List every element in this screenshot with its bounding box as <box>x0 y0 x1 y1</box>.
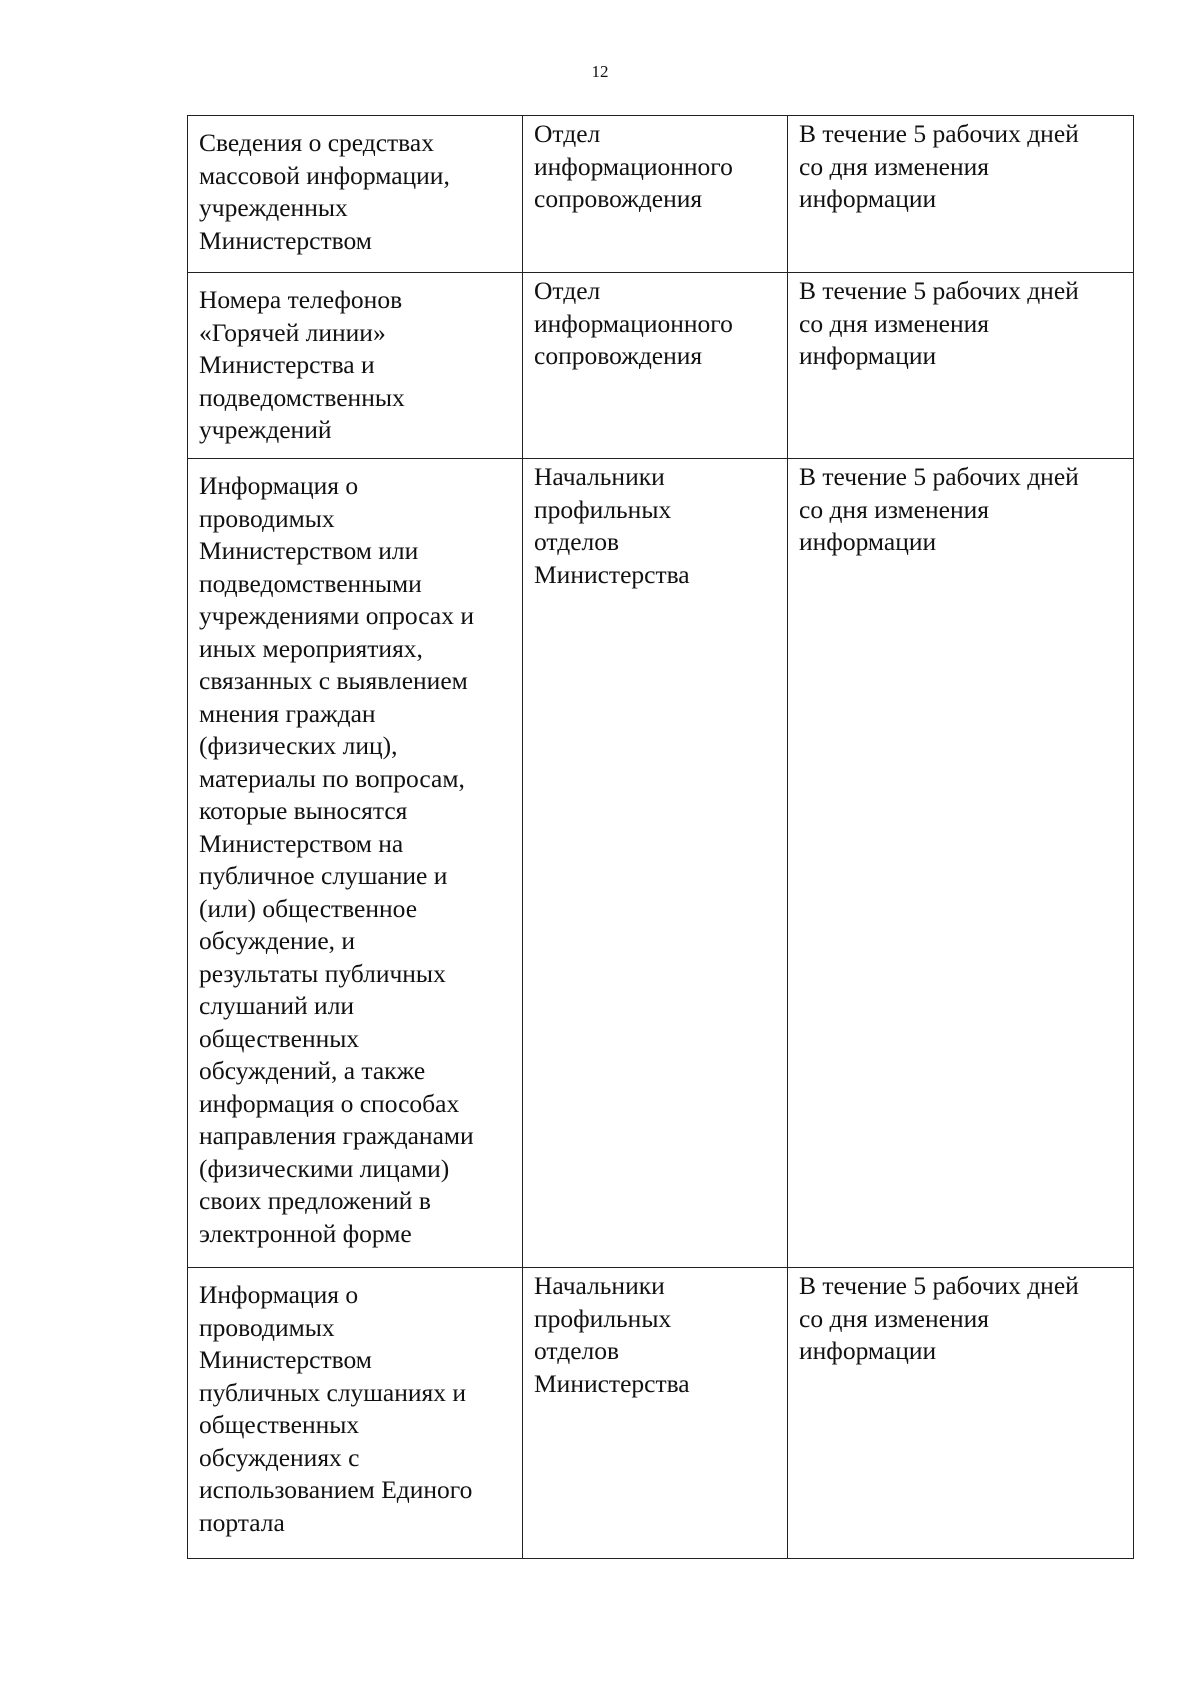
responsible-cell: Отдел информационного сопровождения <box>523 116 788 273</box>
table-row <box>188 459 1134 1268</box>
info-cell: Информация о проводимых Министерством или подведомственными учреждениями опросах и иных мероприятиях, связанных с выявлением мнения граждан (физических лиц), материалы по вопросам, которые выносятся Министерством на публичное слушание и (или) общественное обсуждение, и результаты публичных слушаний или общественных обсуждений, а также информация о способах направления гражданами (физическими лицами) своих предложений в электронной форме <box>188 459 523 1268</box>
responsible-cell: Начальники профильных отделов Министерства <box>523 1268 788 1559</box>
info-cell: Сведения о средствах массовой информации, учрежденных Министерством <box>188 116 523 273</box>
responsible-cell: Отдел информационного сопровождения <box>523 273 788 459</box>
info-cell: Информация о проводимых Министерством публичных слушаниях и общественных обсуждениях с использованием Единого портала <box>188 1268 523 1559</box>
term-cell: В течение 5 рабочих дней со дня изменения информации <box>788 273 1134 459</box>
table-row <box>188 1268 1134 1559</box>
term-cell: В течение 5 рабочих дней со дня изменения информации <box>788 1268 1134 1559</box>
responsible-cell: Начальники профильных отделов Министерства <box>523 459 788 1268</box>
table-row <box>188 273 1134 459</box>
table-row <box>188 116 1134 273</box>
term-cell: В течение 5 рабочих дней со дня изменения информации <box>788 116 1134 273</box>
term-cell: В течение 5 рабочих дней со дня изменения информации <box>788 459 1134 1268</box>
page-number: 12 <box>591 62 609 81</box>
info-cell: Номера телефонов «Горячей линии» Министерства и подведомственных учреждений <box>188 273 523 459</box>
disclosure-table <box>187 115 1134 1559</box>
